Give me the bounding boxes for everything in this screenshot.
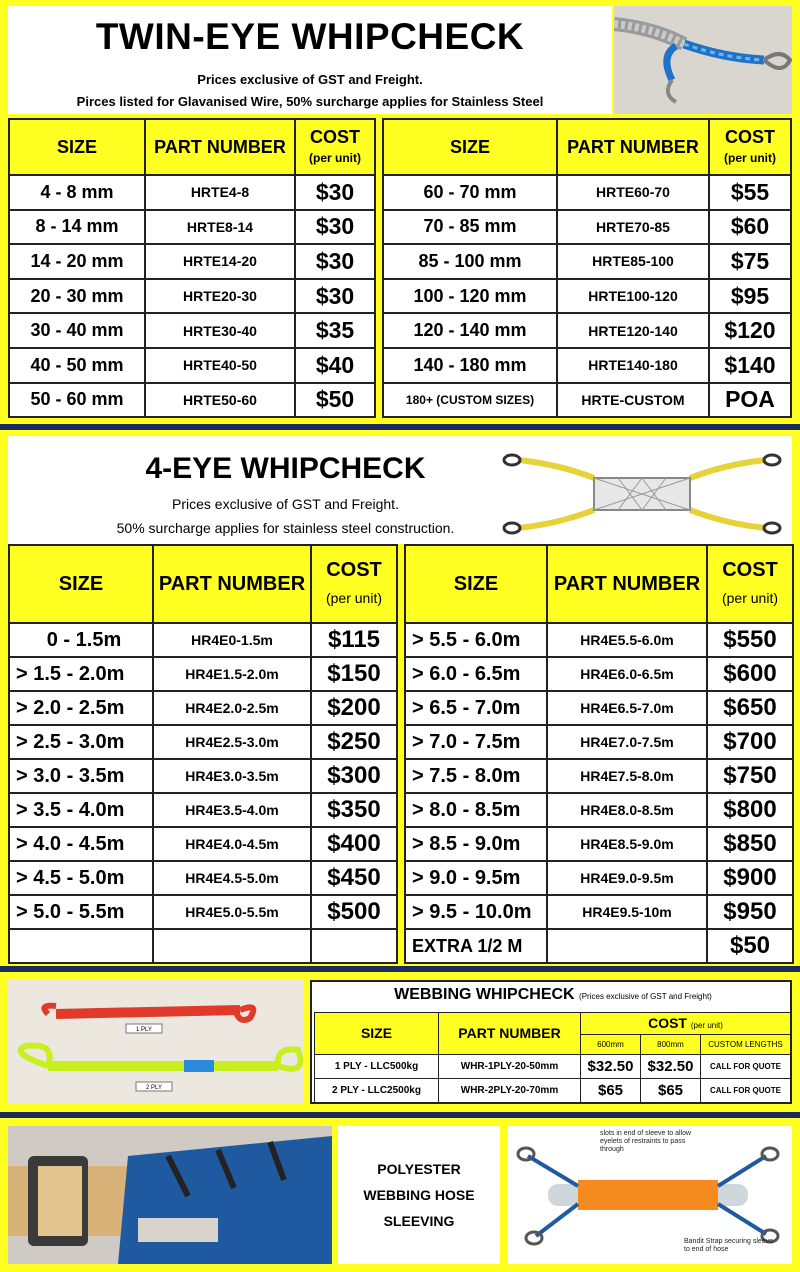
twin-eye-product-image (614, 6, 792, 114)
col-header-cost: COST (per unit) (709, 119, 791, 175)
table-row: 0 - 1.5m HR4E0-1.5m $115 (9, 623, 397, 657)
svg-text:1 PLY: 1 PLY (136, 1027, 152, 1033)
sleeving-photo-hose (8, 1126, 332, 1264)
table-row: > 1.5 - 2.0m HR4E1.5-2.0m $150 (9, 657, 397, 691)
table-row: > 6.5 - 7.0m HR4E6.5-7.0m $650 (405, 691, 793, 725)
col-header-cost: COST (per unit) (295, 119, 375, 175)
col-header-part-number: PART NUMBER (547, 545, 707, 623)
twin-eye-whipcheck-illustration (614, 6, 792, 114)
table-row: > 9.5 - 10.0m HR4E9.5-10m $950 (405, 895, 793, 929)
table-row: > 8.5 - 9.0m HR4E8.5-9.0m $850 (405, 827, 793, 861)
table-row: 50 - 60 mm HRTE50-60 $50 (9, 383, 375, 418)
table-row: 8 - 14 mm HRTE8-14 $30 (9, 210, 375, 245)
twin-eye-note-surcharge: Pirces listed for Glavanised Wire, 50% surcharge applies for Stainless Steel (76, 94, 544, 109)
annotation-slots: slots in end of sleeve to allow eyelets of restraints to pass through (600, 1130, 692, 1154)
col-header-600mm: 600mm (581, 1035, 641, 1055)
table-row: > 5.5 - 6.0m HR4E5.5-6.0m $550 (405, 623, 793, 657)
sleeving-label-line2: WEBBING HOSE (363, 1187, 475, 1203)
table-row: 70 - 85 mm HRTE70-85 $60 (383, 210, 791, 245)
sleeving-diagram (508, 1126, 792, 1264)
col-header-part-number: PART NUMBER (153, 545, 311, 623)
table-row: 2 PLY - LLC2500kg WHR-2PLY-20-70mm $65 $65 CALL FOR QUOTE (315, 1079, 791, 1103)
table-row: > 6.0 - 6.5m HR4E6.0-6.5m $600 (405, 657, 793, 691)
sleeving-label-line1: POLYESTER (377, 1161, 461, 1177)
table-row: > 4.5 - 5.0m HR4E4.5-5.0m $450 (9, 861, 397, 895)
table-row: 14 - 20 mm HRTE14-20 $30 (9, 244, 375, 279)
table-row: 180+ (CUSTOM SIZES) HRTE-CUSTOM POA (383, 383, 791, 418)
four-eye-header (8, 436, 792, 544)
webbing-table (314, 1012, 791, 1103)
hose-sleeve-illustration (8, 1126, 332, 1264)
sleeving-section (0, 1118, 800, 1272)
svg-text:2 PLY: 2 PLY (146, 1085, 162, 1091)
four-eye-whipcheck-illustration (498, 446, 786, 542)
col-header-cost: COST (per unit) (707, 545, 793, 623)
col-header-size: SIZE (9, 545, 153, 623)
table-row: 30 - 40 mm HRTE30-40 $35 (9, 313, 375, 348)
table-row: 60 - 70 mm HRTE60-70 $55 (383, 175, 791, 210)
col-header-size: SIZE (405, 545, 547, 623)
table-row: > 3.0 - 3.5m HR4E3.0-3.5m $300 (9, 759, 397, 793)
four-eye-title: 4-EYE WHIPCHECK (145, 452, 426, 485)
table-row: > 4.0 - 4.5m HR4E4.0-4.5m $400 (9, 827, 397, 861)
table-row: 4 - 8 mm HRTE4-8 $30 (9, 175, 375, 210)
sleeving-label-line3: SLEEVING (383, 1213, 455, 1229)
table-row: > 7.5 - 8.0m HR4E7.5-8.0m $750 (405, 759, 793, 793)
col-header-cost: COST (per unit) (581, 1013, 791, 1035)
four-eye-table-right (404, 544, 794, 964)
table-row: 100 - 120 mm HRTE100-120 $95 (383, 279, 791, 314)
col-header-cost: COST (per unit) (311, 545, 397, 623)
col-header-part-number: PART NUMBER (557, 119, 709, 175)
four-eye-note-surcharge: 50% surcharge applies for stainless steel construction. (116, 520, 455, 536)
table-row-extra: EXTRA 1/2 M $50 (405, 929, 793, 963)
twin-eye-title: TWIN-EYE WHIPCHECK (95, 16, 525, 57)
twin-eye-note-gst: Prices exclusive of GST and Freight. (197, 72, 423, 87)
twin-eye-table-left (8, 118, 376, 418)
webbing-product-image (8, 980, 304, 1104)
table-row: 1 PLY - LLC500kg WHR-1PLY-20-50mm $32.50 $32.50 CALL FOR QUOTE (315, 1055, 791, 1079)
four-eye-section (0, 430, 800, 966)
twin-eye-header (8, 6, 612, 114)
webbing-title: WEBBING WHIPCHECK (Prices exclusive of GST and Freight) (394, 986, 712, 1003)
table-row: > 2.0 - 2.5m HR4E2.0-2.5m $200 (9, 691, 397, 725)
table-row: > 8.0 - 8.5m HR4E8.0-8.5m $800 (405, 793, 793, 827)
col-header-size: SIZE (383, 119, 557, 175)
four-eye-table-left (8, 544, 398, 964)
twin-eye-table-right (382, 118, 792, 418)
table-row-empty (9, 929, 397, 963)
twin-eye-section (0, 0, 800, 424)
table-row: > 2.5 - 3.0m HR4E2.5-3.0m $250 (9, 725, 397, 759)
table-row: > 5.0 - 5.5m HR4E5.0-5.5m $500 (9, 895, 397, 929)
col-header-800mm: 800mm (641, 1035, 701, 1055)
four-eye-note-gst: Prices exclusive of GST and Freight. (172, 496, 399, 512)
table-row: > 3.5 - 4.0m HR4E3.5-4.0m $350 (9, 793, 397, 827)
sleeving-label-box (338, 1126, 500, 1264)
table-row: > 9.0 - 9.5m HR4E9.0-9.5m $900 (405, 861, 793, 895)
col-header-size: SIZE (315, 1013, 439, 1055)
table-row: 20 - 30 mm HRTE20-30 $30 (9, 279, 375, 314)
col-header-custom-lengths: CUSTOM LENGTHS (701, 1035, 791, 1055)
webbing-price-box (310, 980, 792, 1104)
col-header-part-number: PART NUMBER (145, 119, 295, 175)
table-row: 120 - 140 mm HRTE120-140 $120 (383, 313, 791, 348)
webbing-section (0, 972, 800, 1112)
annotation-bandit-strap: Bandit Strap securing sleeve to end of hose (684, 1238, 774, 1254)
table-row: 140 - 180 mm HRTE140-180 $140 (383, 348, 791, 383)
table-row: 40 - 50 mm HRTE40-50 $40 (9, 348, 375, 383)
col-header-part-number: PART NUMBER (439, 1013, 581, 1055)
col-header-size: SIZE (9, 119, 145, 175)
table-row: > 7.0 - 7.5m HR4E7.0-7.5m $700 (405, 725, 793, 759)
webbing-whipcheck-illustration (8, 980, 304, 1104)
table-row: 85 - 100 mm HRTE85-100 $75 (383, 244, 791, 279)
